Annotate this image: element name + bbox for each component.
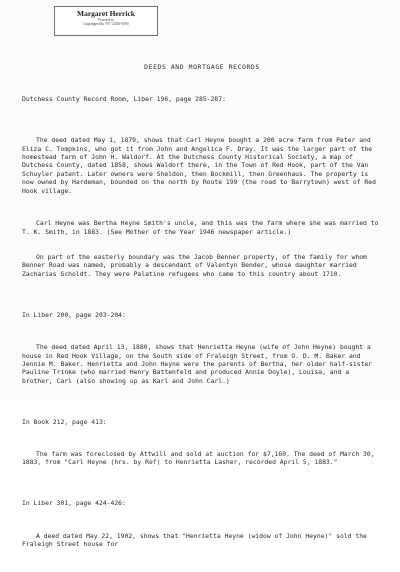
record-source: Dutchess County Record Room, Liber 196, page 285-287: [22, 95, 226, 104]
liber-301-ref: In Liber 301, page 424-426: [22, 499, 126, 508]
stamp-line-2: Lagrangeville, NY 12540-0000 [83, 22, 129, 27]
stamp-name: Margaret Herrick [77, 9, 135, 18]
paragraph-liber-200: The deed dated April 13, 1880, shows that Henrietta Heyne (wife of John Heyne) bought a house in Red Hook Village, on the South side of Fraleigh Street, from O. D. M. Baker and Jennie M. Baker. Henrietta and John Heyne were the parents of Bertha, her older half-sister Pauline Trinke (who married Henry Battenfeld and produced Annie Doyle), Louisa, and a brother, Carl (also showing up as Karl and John Carl.) [22, 343, 376, 385]
paragraph-1: The deed dated May 1, 1879, shows that Carl Heyne bought a 200 acre farm from Peter and Eliza C. Tompkins, who got it from John and Angelica F. Dray. It was the larger part of the homestead farm of John H. Waldorf. At the Dutchess County Historical Society, a map of Dutchess County, dated 1858, shows Waldorf there, in the Town of Red Hook, part of the Van Schuyler patent. Later owners were Sheldon, then Bockmill, then Greenhaus. The property is now owned by Hardeman, bounded on the north by Route 199 (the road to Barrytown) west of Red Hook village. [22, 136, 380, 195]
address-stamp [54, 6, 158, 36]
document-title: DEEDS AND MORTGAGE RECORDS [144, 62, 260, 71]
paragraph-liber-301: A deed dated May 22, 1902, shows that "Henrietta Heyne (widow of John Heyne)" sold the Fraleigh Street house for [22, 531, 371, 549]
paragraph-3: On part of the easterly boundary was the Jacob Benner property, of the family for whom Benner Road was named, probably a descendant of Valentyn Bender, whose daughter married Zacharias Scholdt. They were Palatine refugees who came to this country about 1710. [22, 252, 371, 278]
paragraph-2: Carl Heyne was Bertha Heyne Smith's uncle, and this was the farm where she was married to T. K. Smith, in 1883. (See Mother of the Year 1946 newspaper article.) [22, 219, 383, 236]
document-body [22, 46, 382, 572]
book-212-ref: In Book 212, page 413: [22, 417, 107, 426]
stamp-line-1: Forward to [98, 17, 114, 22]
paragraph-book-212: The farm was foreclosed by Attwill and sold at auction for $7,160. The deed of March 30, 1883, from "Carl Heyne (hrs. by Ref) to Henrietta Lasher, recorded April 5, 1883." [22, 450, 379, 467]
liber-200-ref: In Liber 200, page 203-204: [22, 310, 126, 319]
